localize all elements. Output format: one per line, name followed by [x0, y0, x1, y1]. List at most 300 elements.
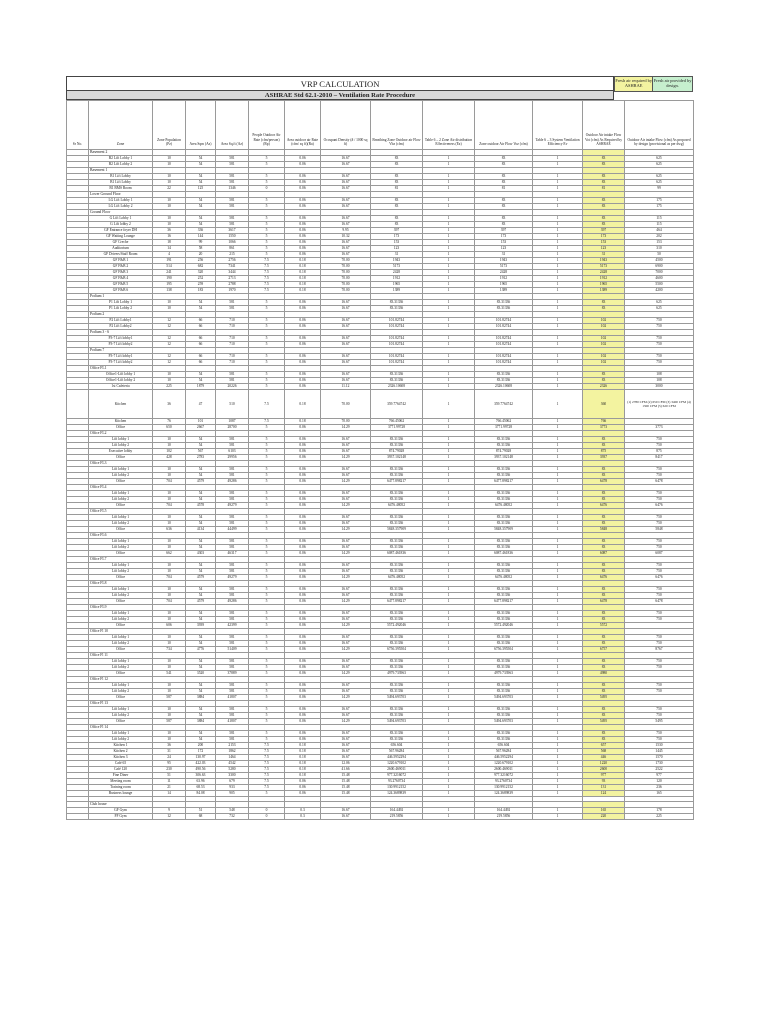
value-cell: 83.31336 — [475, 467, 533, 473]
value-cell: 2756 — [216, 258, 249, 264]
zone-name-cell: Lift lobby 1 — [89, 515, 153, 521]
value-cell: 6476.48052 — [371, 503, 423, 509]
value-cell: 1 — [533, 443, 583, 449]
value-cell: 1 — [423, 659, 475, 665]
value-cell: 7.5 — [249, 773, 285, 779]
value-cell: 16.67 — [321, 180, 371, 186]
value-cell: 766.45062 — [475, 419, 533, 425]
value-cell: 49286 — [216, 479, 249, 485]
value-cell: 581 — [216, 372, 249, 378]
value-cell: 31 — [153, 749, 186, 755]
value-cell: 1 — [533, 467, 583, 473]
value-cell: 165 — [625, 791, 694, 797]
value-cell: 1 — [533, 497, 583, 503]
zone-name-cell: Lift lobby 2 — [89, 569, 153, 575]
value-cell: 5 — [249, 318, 285, 324]
value-cell: 83.31336 — [475, 491, 533, 497]
value-cell: 1 — [423, 390, 475, 419]
value-cell: 5 — [249, 635, 285, 641]
value-cell: 54 — [186, 473, 216, 479]
value-cell: 14.29 — [321, 479, 371, 485]
value-cell: 124.3689839 — [475, 791, 533, 797]
value-cell: 0.18 — [285, 773, 321, 779]
value-cell: 54 — [186, 372, 216, 378]
value-cell: 5 — [249, 384, 285, 390]
value-cell: 14.29 — [321, 503, 371, 509]
col-header-breathing-zone-flow: Breathing Zone Outdoor air Flow Vbz (cfm) — [371, 101, 423, 150]
value-cell: 306.63 — [186, 773, 216, 779]
value-cell: 662 — [153, 551, 186, 557]
value-cell: 4579 — [186, 599, 216, 605]
value-cell: 7.5 — [249, 743, 285, 749]
value-cell: 1445 — [625, 749, 694, 755]
value-cell: 581 — [216, 737, 249, 743]
value-cell: 31 — [583, 252, 625, 258]
value-cell: 5 — [249, 569, 285, 575]
zone-name-cell: Lift lobby 2 — [89, 641, 153, 647]
value-cell: 6087 — [625, 551, 694, 557]
value-cell: 1550 — [216, 234, 249, 240]
value-cell: 83 — [371, 204, 423, 210]
value-cell: 1 — [423, 545, 475, 551]
value-cell: 1 — [533, 437, 583, 443]
value-cell: 1 — [423, 174, 475, 180]
value-cell: 99 — [186, 240, 216, 246]
value-cell: 1912 — [583, 276, 625, 282]
value-cell: 5 — [249, 360, 285, 366]
value-cell: 83 — [583, 593, 625, 599]
value-cell: 83 — [371, 156, 423, 162]
zone-name-cell: Lift lobby 2 — [89, 497, 153, 503]
zone-name-cell: Meeting room — [89, 779, 153, 785]
value-cell: 5 — [249, 306, 285, 312]
value-cell: 5 — [249, 731, 285, 737]
value-cell: 750 — [625, 342, 694, 348]
value-cell: 1 — [423, 318, 475, 324]
value-cell: 5 — [249, 473, 285, 479]
value-cell: 0.06 — [285, 222, 321, 228]
value-cell: 54 — [186, 515, 216, 521]
value-cell: 10 — [153, 689, 186, 695]
value-cell: 1 — [423, 491, 475, 497]
value-cell: 20226 — [216, 384, 249, 390]
value-cell: 750 — [625, 491, 694, 497]
value-cell: 650 — [153, 425, 186, 431]
value-cell: 1 — [533, 276, 583, 282]
value-cell: 83.31336 — [475, 300, 533, 306]
value-cell: 750 — [625, 641, 694, 647]
value-cell: 750 — [625, 689, 694, 695]
value-cell: 18 — [153, 240, 186, 246]
value-cell: 5 — [249, 479, 285, 485]
value-cell: 16 — [153, 234, 186, 240]
value-cell: 16.67 — [321, 449, 371, 455]
value-cell: 1 — [423, 378, 475, 384]
section-label: Office Fl 13 — [89, 701, 153, 707]
value-cell: 0.06 — [285, 587, 321, 593]
value-cell: 5572.492046 — [475, 623, 533, 629]
value-cell: 750 — [625, 611, 694, 617]
value-cell: 83 — [371, 198, 423, 204]
value-cell: 1 — [533, 743, 583, 749]
value-cell: 625 — [625, 306, 694, 312]
value-cell: 83 — [583, 443, 625, 449]
value-cell: 252 — [186, 276, 216, 282]
value-cell: 1 — [533, 222, 583, 228]
value-cell: 3939 — [186, 623, 216, 629]
value-cell: 5 — [249, 521, 285, 527]
value-cell: 0.06 — [285, 713, 321, 719]
value-cell: 874.79028 — [371, 449, 423, 455]
value-cell: 12 — [153, 814, 186, 820]
value-cell: 14.29 — [321, 599, 371, 605]
value-cell: 1965 — [371, 282, 423, 288]
zone-name-cell: FF Gym — [89, 814, 153, 820]
value-cell: 6757 — [583, 647, 625, 653]
value-cell: 5173 — [371, 264, 423, 270]
value-cell: 1 — [533, 659, 583, 665]
value-cell: 83 — [583, 689, 625, 695]
value-cell: 490.56 — [186, 767, 216, 773]
value-cell: 10 — [153, 683, 186, 689]
value-cell: 6756.395504 — [371, 647, 423, 653]
value-cell: 16.67 — [321, 749, 371, 755]
value-cell: 0.06 — [285, 473, 321, 479]
value-cell: 7.5 — [249, 755, 285, 761]
zone-name-cell: Lift lobby 2 — [89, 473, 153, 479]
value-cell: 6476 — [583, 503, 625, 509]
value-cell: 1 — [423, 527, 475, 533]
value-cell: 83 — [583, 180, 625, 186]
value-cell: 1 — [423, 808, 475, 814]
sr-no-cell — [67, 390, 89, 419]
value-cell: 581 — [216, 378, 249, 384]
value-cell: 5 — [249, 204, 285, 210]
value-cell: 16.67 — [321, 306, 371, 312]
value-cell: 1 — [533, 808, 583, 814]
zone-name-cell: Office — [89, 695, 153, 701]
value-cell: 41807 — [216, 695, 249, 701]
zone-name-cell: B1 Lift Lobby — [89, 174, 153, 180]
value-cell: 7.5 — [249, 288, 285, 294]
value-cell: 0.06 — [285, 731, 321, 737]
value-cell: 5 — [249, 641, 285, 647]
value-cell: 1 — [533, 503, 583, 509]
value-cell: 5 — [249, 324, 285, 330]
value-cell: 1 — [423, 641, 475, 647]
zone-name-cell: B1 BMS Room — [89, 186, 153, 192]
vrp-calculation-sheet — [66, 76, 693, 820]
value-cell: 587 — [153, 695, 186, 701]
value-cell: 4542 — [216, 761, 249, 767]
value-cell: 5 — [249, 599, 285, 605]
value-cell: 1 — [423, 635, 475, 641]
value-cell: 0.06 — [285, 318, 321, 324]
value-cell: 1 — [533, 569, 583, 575]
value-cell: 83 — [371, 222, 423, 228]
value-cell: 0.06 — [285, 521, 321, 527]
col-header-people-outdoor-rate: People Outdoor Air Rate (cfm/person) (Rp) — [249, 101, 285, 150]
value-cell: 710 — [216, 324, 249, 330]
value-cell: 10 — [153, 515, 186, 521]
zone-name-cell: Lift lobby 1 — [89, 491, 153, 497]
value-cell: 164.4492 — [475, 808, 533, 814]
value-cell: 874.79028 — [475, 449, 533, 455]
value-cell: 0.06 — [285, 635, 321, 641]
value-cell: 1 — [533, 527, 583, 533]
zone-name-cell: P3-7 Lift lobby1 — [89, 354, 153, 360]
value-cell: 397 — [371, 228, 423, 234]
value-cell: 1 — [533, 749, 583, 755]
value-cell: 679 — [216, 779, 249, 785]
value-cell: 256 — [186, 258, 216, 264]
value-cell: 14.29 — [321, 551, 371, 557]
value-cell: 4578 — [186, 503, 216, 509]
value-cell: 41807 — [216, 719, 249, 725]
value-cell: 581 — [216, 665, 249, 671]
value-cell: 54 — [186, 707, 216, 713]
value-cell: 66 — [186, 318, 216, 324]
value-cell: 83.31336 — [475, 689, 533, 695]
value-cell: 1066 — [216, 240, 249, 246]
value-cell: 1 — [533, 737, 583, 743]
value-cell: 83.31336 — [371, 378, 423, 384]
value-cell: 1464 — [216, 755, 249, 761]
value-cell: 1 — [533, 449, 583, 455]
value-cell: 750 — [625, 665, 694, 671]
value-cell: 0.06 — [285, 659, 321, 665]
value-cell: 750 — [625, 521, 694, 527]
value-cell: 83.31336 — [371, 659, 423, 665]
value-cell: 16.67 — [321, 156, 371, 162]
value-cell: 3937.102148 — [475, 455, 533, 461]
value-cell: 16.67 — [321, 360, 371, 366]
value-cell: 581 — [216, 659, 249, 665]
zone-name-cell: GF Drivers/Staff Room — [89, 252, 153, 258]
value-cell: 83.31336 — [371, 593, 423, 599]
value-cell: 1 — [533, 228, 583, 234]
value-cell: 1 — [533, 695, 583, 701]
value-cell: 625 — [625, 162, 694, 168]
value-cell: 1 — [423, 719, 475, 725]
value-cell: 120 — [625, 779, 694, 785]
value-cell: 83.31336 — [475, 635, 533, 641]
zone-name-cell: Lift lobby 1 — [89, 563, 153, 569]
zone-name-cell: B1 Lift Lobby — [89, 180, 153, 186]
value-cell: 3884 — [186, 719, 216, 725]
value-cell: 2428 — [583, 270, 625, 276]
value-cell: 14 — [153, 246, 186, 252]
value-cell: 29956 — [216, 455, 249, 461]
value-cell: 0.06 — [285, 467, 321, 473]
zone-name-cell: Café 65 — [89, 761, 153, 767]
value-cell: 10 — [153, 174, 186, 180]
value-cell: 0.06 — [285, 449, 321, 455]
value-cell: 83.31336 — [371, 689, 423, 695]
value-cell: 0.18 — [285, 282, 321, 288]
value-cell: 581 — [216, 569, 249, 575]
value-cell: 175 — [625, 198, 694, 204]
value-cell: 83 — [583, 539, 625, 545]
value-cell: 153 — [371, 240, 423, 246]
value-cell: 977 — [625, 773, 694, 779]
value-cell: 446.5952294 — [475, 755, 533, 761]
value-cell: 4600 — [625, 276, 694, 282]
value-cell: 10 — [153, 545, 186, 551]
value-cell: 0.06 — [285, 228, 321, 234]
value-cell: 16.67 — [321, 683, 371, 689]
value-cell: 2600 — [583, 767, 625, 773]
zone-name-cell: Lift lobby 1 — [89, 437, 153, 443]
value-cell: 3937.102148 — [371, 455, 423, 461]
value-cell: 83.31336 — [371, 707, 423, 713]
value-cell: 1 — [533, 198, 583, 204]
value-cell: 66 — [186, 324, 216, 330]
value-cell: 36 — [153, 390, 186, 419]
zone-name-cell: GF Waiting Lounge — [89, 234, 153, 240]
value-cell: 1 — [423, 707, 475, 713]
value-cell: 83.31336 — [475, 378, 533, 384]
value-cell: 1 — [533, 719, 583, 725]
zone-name-cell: G Lift lobby 2 — [89, 222, 153, 228]
value-cell: 1 — [533, 551, 583, 557]
value-cell: 200 — [186, 743, 216, 749]
value-cell: 1912 — [371, 276, 423, 282]
value-cell: 1 — [423, 300, 475, 306]
value-cell: 83 — [583, 683, 625, 689]
col-header-area-sqft: Area Sq.ft (Az) — [216, 101, 249, 150]
value-cell: 14.29 — [321, 425, 371, 431]
value-cell: 1 — [423, 372, 475, 378]
value-cell: 1 — [423, 623, 475, 629]
value-cell: 101.82744 — [371, 360, 423, 366]
value-cell: 83 — [583, 204, 625, 210]
value-cell: 84.08 — [186, 791, 216, 797]
value-cell: 10 — [153, 539, 186, 545]
value-cell: 83.31336 — [475, 437, 533, 443]
value-cell: 10 — [153, 611, 186, 617]
zone-name-cell: P2 Lift Lobby2 — [89, 324, 153, 330]
value-cell: 241 — [153, 270, 186, 276]
value-cell: 5 — [249, 180, 285, 186]
value-cell: 16.67 — [321, 342, 371, 348]
value-cell: 9.95 — [321, 228, 371, 234]
value-cell: 16.67 — [321, 497, 371, 503]
zone-name-cell: Lift lobby 2 — [89, 665, 153, 671]
section-label: Office FL2 — [89, 431, 153, 437]
value-cell: 8417 — [625, 455, 694, 461]
value-cell: 4200 — [625, 288, 694, 294]
value-cell: 6087.461836 — [371, 551, 423, 557]
value-cell: 0.06 — [285, 575, 321, 581]
value-cell: 1 — [423, 198, 475, 204]
value-cell: 1 — [423, 611, 475, 617]
value-cell: 70.00 — [321, 264, 371, 270]
zone-name-cell: GF F&B 5 — [89, 282, 153, 288]
zone-name-cell: Lift lobby 2 — [89, 737, 153, 743]
value-cell: 581 — [216, 545, 249, 551]
value-cell: 581 — [216, 689, 249, 695]
value-cell: 115 — [625, 216, 694, 222]
value-cell: 5 — [249, 372, 285, 378]
value-cell: 1 — [533, 623, 583, 629]
value-cell: 2788 — [216, 282, 249, 288]
value-cell: 1 — [423, 743, 475, 749]
value-cell: 1389 — [475, 288, 533, 294]
value-cell: 310 — [625, 246, 694, 252]
value-cell: 102 — [583, 336, 625, 342]
value-cell: 58 — [186, 246, 216, 252]
section-label: Podium 2 — [89, 312, 153, 318]
value-cell: 581 — [216, 563, 249, 569]
zone-name-cell: Lift lobby 1 — [89, 707, 153, 713]
value-cell: 1 — [423, 467, 475, 473]
value-cell: 81 — [371, 186, 423, 192]
value-cell: 83 — [583, 473, 625, 479]
value-cell: 83 — [371, 162, 423, 168]
value-cell: 397 — [583, 228, 625, 234]
table-body — [67, 150, 694, 820]
value-cell: 124.3689839 — [371, 791, 423, 797]
value-cell: 54 — [186, 156, 216, 162]
value-cell: 1 — [423, 270, 475, 276]
value-cell: 101.82744 — [371, 336, 423, 342]
value-cell: 581 — [216, 437, 249, 443]
value-cell: 1 — [423, 575, 475, 581]
value-cell: 83.31336 — [371, 515, 423, 521]
value-cell: 704 — [153, 479, 186, 485]
value-cell: 123 — [371, 246, 423, 252]
zone-name-cell: P1 Lift Lobby 1 — [89, 300, 153, 306]
value-cell: 581 — [216, 635, 249, 641]
value-cell: 1 — [533, 324, 583, 330]
value-cell: 83.31336 — [371, 443, 423, 449]
value-cell: 173 — [583, 234, 625, 240]
value-cell: 83.31336 — [371, 617, 423, 623]
zone-name-cell: Lift lobby 2 — [89, 617, 153, 623]
value-cell: 3000 — [625, 384, 694, 390]
value-cell: 50 — [625, 252, 694, 258]
value-cell: 1 — [423, 419, 475, 425]
value-cell: 1 — [533, 479, 583, 485]
value-cell: 20 — [186, 252, 216, 258]
value-cell: 63.96 — [186, 779, 216, 785]
section-label: Office FL4 — [89, 485, 153, 491]
value-cell: 750 — [625, 336, 694, 342]
value-cell: 16.67 — [321, 593, 371, 599]
value-cell: 766.45062 — [371, 419, 423, 425]
value-cell: 10 — [153, 731, 186, 737]
value-cell: 359.7764742 — [371, 390, 423, 419]
value-cell: 16.67 — [321, 216, 371, 222]
value-cell: 750 — [625, 731, 694, 737]
value-cell: 1 — [423, 342, 475, 348]
value-cell: 54 — [186, 497, 216, 503]
zone-name-cell: Lift lobby 2 — [89, 593, 153, 599]
value-cell: 93.2760734 — [475, 779, 533, 785]
value-cell: 1 — [533, 731, 583, 737]
value-cell: 1 — [533, 671, 583, 677]
value-cell: 6476 — [583, 575, 625, 581]
value-cell: 0.06 — [285, 593, 321, 599]
value-cell: 5494.693703 — [475, 719, 533, 725]
value-cell: 0.06 — [285, 791, 321, 797]
value-cell: 83 — [475, 180, 533, 186]
value-cell: 1220.679102 — [371, 761, 423, 767]
value-cell: 54 — [186, 437, 216, 443]
value-cell: 710 — [216, 360, 249, 366]
value-cell: 54 — [186, 569, 216, 575]
